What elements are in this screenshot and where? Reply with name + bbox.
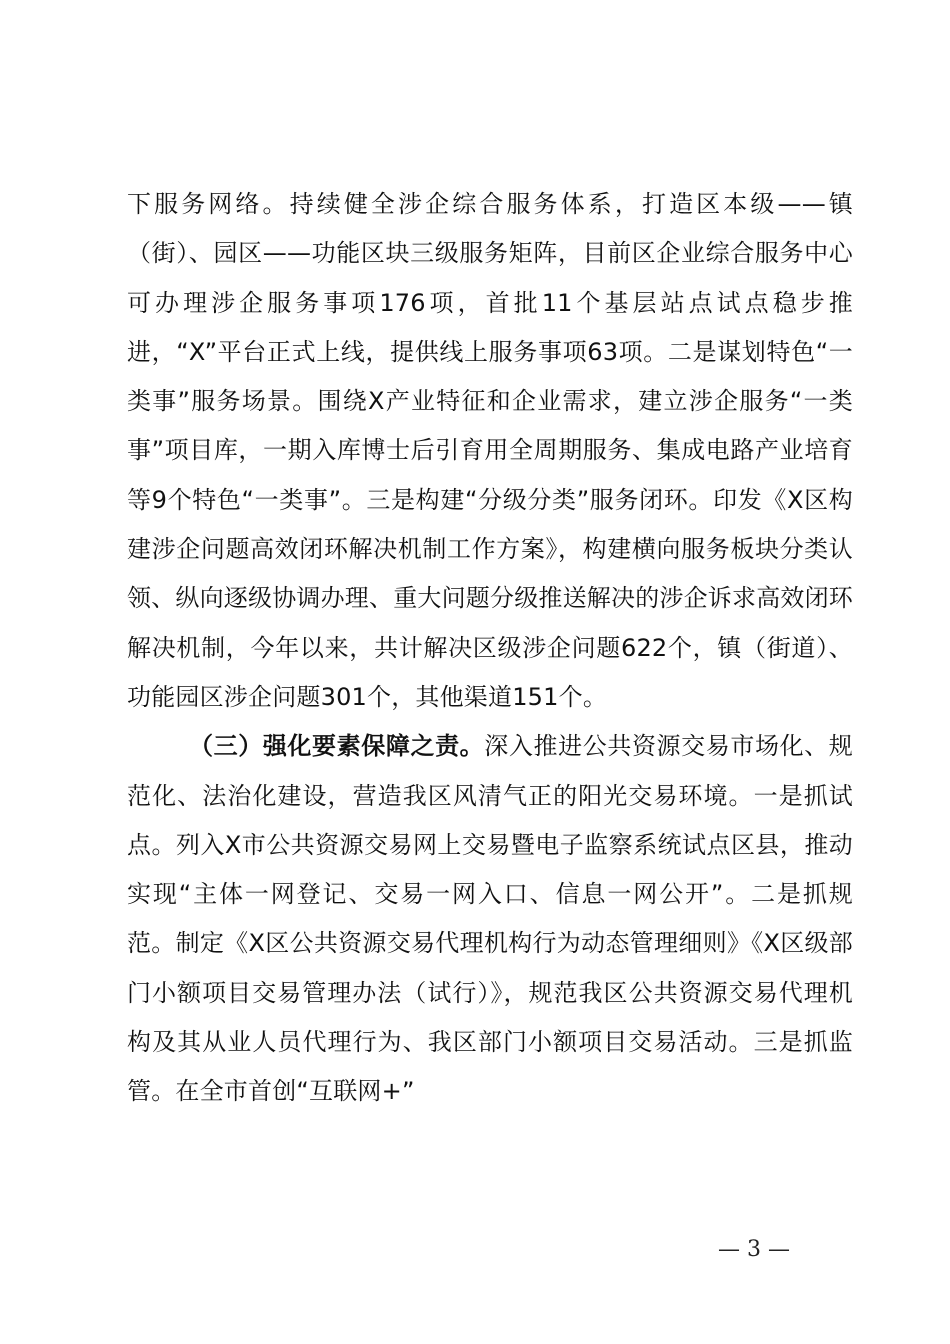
document-body [127, 180, 853, 1117]
paragraph-section-three [127, 722, 853, 1116]
section-body: 深入推进公共资源交易市场化、规范化、法治化建设，营造我区风清气正的阳光交易环境。一是抓试点。列入X市公共资源交易网上交易暨电子监察系统试点区县，推动实现“主体一网登记、交易一网入口、信息一网公开”。二是抓规范。制定《X区公共资源交易代理机构行为动态管理细则》《X区级部门小额项目交易管理办法（试行）》，规范我区公共资源交易代理机构及其从业人员代理行为、我区部门小额项目交易活动。三是抓监管。在全市首创“互联网+” [127, 732, 854, 1106]
section-heading: （三）强化要素保障之责。 [189, 732, 485, 761]
page-number: — 3 — [718, 1237, 790, 1262]
paragraph-continuation: 下服务网络。持续健全涉企综合服务体系，打造区本级——镇（街）、园区——功能区块三级服务矩阵，目前区企业综合服务中心可办理涉企服务事项176项，首批11个基层站点试点稳步推进，“X”平台正式上线，提供线上服务事项63项。二是谋划特色“一类事”服务场景。围绕X产业特征和企业需求，建立涉企服务“一类事”项目库，一期入库博士后引育用全周期服务、集成电路产业培育等9个特色“一类事”。三是构建“分级分类”服务闭环。印发《X区构建涉企问题高效闭环解决机制工作方案》，构建横向服务板块分类认领、纵向逐级协调办理、重大问题分级推送解决的涉企诉求高效闭环解决机制，今年以来，共计解决区级涉企问题622个，镇（街道）、功能园区涉企问题301个，其他渠道151个。 [127, 190, 853, 711]
